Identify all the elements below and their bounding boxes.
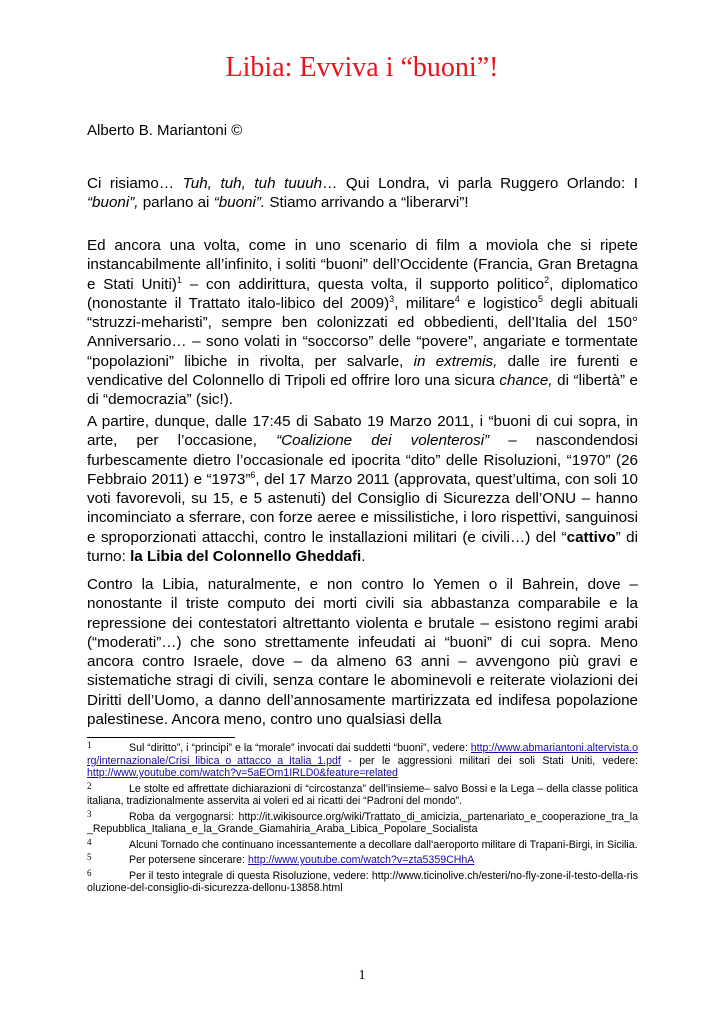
page-number: 1 [358, 968, 366, 983]
footnote-3-url: http://it.wikisource.org/wiki/Trattato_di_amicizia,_partenariato_e_cooperazione_tra_la_Repubblica_Italiana_e_la_Grande_Giamahiria_Araba_Libica_Popolare_Socialista [87, 810, 638, 835]
footnote-ref-3[interactable]: 3 [389, 293, 395, 304]
footnote-5: 5 Per potersene sincerare: http://www.youtube.com/watch?v=zta5359CHhA [87, 852, 475, 866]
footnote-ref-4[interactable]: 4 [454, 293, 460, 304]
footnote-ref-2[interactable]: 2 [544, 274, 550, 285]
footnote-2: 2 Le stolte ed affrettate dichiarazioni di “circostanza” dell’insieme– salvo Bossi e la Lega – della classe politica italiana, tradizionalmente asservita ai voleri ed ai ricatti dei “Padroni del mondo”. [87, 780, 638, 807]
footnote-ref-1[interactable]: 1 [176, 274, 182, 285]
footnote-ref-5[interactable]: 5 [537, 293, 543, 304]
footnote-1-link-pdf[interactable]: http://www.abmariantoni.altervista.org/internazionale/Crisi_libica_o_attacco_a_Italia_1.pdf [87, 742, 638, 767]
footnote-6: 6 Per il testo integrale di questa Risoluzione, vedere: http://www.ticinolive.ch/esteri/no-fly-zone-il-testo-della-risoluzione-del-consiglio-di-sicurezza-dellonu-13858.html [87, 867, 638, 894]
footnote-1: 1 Sul “diritto”, i “principi” e la “morale” invocati dai suddetti “buoni”, vedere: http://www.abmariantoni.altervista.org/internazionale/Crisi_libica_o_attacco_a_Italia_1.pdf - per le aggressioni militari dei soli Stati Uniti, vedere: http://www.youtube.com/watch?v=5aEOm1IRLD0&feature=related [87, 740, 638, 779]
paragraph-1: Ci risiamo… Tuh, tuh, tuh tuuuh… Qui Londra, vi parla Ruggero Orlando: I “buoni”, parlano ai “buoni”. Stiamo arrivando a “liberarvi”! [87, 175, 638, 212]
footnote-4: 4 Alcuni Tornado che continuano incessantemente a decollare dall’aeroporto militare di Trapani-Birgi, in Sicilia. [87, 836, 638, 851]
footnote-3: 3 Roba da vergognarsi: http://it.wikisource.org/wiki/Trattato_di_amicizia,_partenariato_e_cooperazione_tra_la_Repubblica_Italiana_e_la_Grande_Giamahiria_Araba_Libica_Popolare_Socialista [87, 808, 638, 835]
paragraph-2: Ed ancora una volta, come in uno scenario di film a moviola che si ripete instancabilmente all’infinito, i soliti “buoni” dell’Occidente (Francia, Gran Bretagna e Stati Uniti)$^1$ – con addirittura, questa volta, il supporto politico$^2$, diplomatico (nonostante il Trattato italo-libico del 2009)$^3$, militare$^4$ e logistico$^5$ degli abituali “struzzi-meharisti”, sempre ben colonizzati ed obbedienti, dell’Italia del 150° Anniversario… – sono volati in “soccorso” delle “povere”, angariate e tormentate “popolazioni” libiche in rivolta, per salvarle, in extremis, dalle ire furenti e vendicative del Colonnello di Tripoli ed offrire loro una sicura chance, di “libertà” e di “democrazia” (sic!). [87, 237, 638, 409]
footnote-divider [87, 737, 235, 738]
paragraph-4: Contro la Libia, naturalmente, e non contro lo Yemen o il Bahrein, dove – nonostante il triste computo dei morti civili sia abbastanza comparabile e la repressione dei contestatori altrettanto violenta e brutale – esistono regimi arabi (“moderati”…) che sono strettamente infeudati ai “buoni” di cui sopra. Meno ancora contro Israele, dove – da almeno 63 anni – avvengono più gravi e sistematiche stragi di civili, senza contare le abominevoli e reiterate violazioni dei Diritti dell’Uomo, a danno dell’annosamente martirizzata ed indifesa popolazione palestinese. Ancora meno, contro uno qualsiasi della [87, 576, 638, 729]
footnote-5-link[interactable]: http://www.youtube.com/watch?v=zta5359CHhA [247, 854, 475, 866]
paragraph-3: A partire, dunque, dalle 17:45 di Sabato 19 Marzo 2011, i “buoni di cui sopra, in arte, per l’occasione, “Coalizione dei volenterosi” – nascondendosi furbescamente dietro l’occasionale ed ipocrita “dito” delle Risoluzioni, “1970” (26 Febbraio 2011) e “1973”$^6$, del 17 Marzo 2011 (approvata, quest’ultima, con soli 10 voti favorevoli, su 15, e 5 astenuti) del Consiglio di Sicurezza dell’ONU – hanno incominciato a sferrare, con forze aeree e missilistiche, i loro rispettivi, sanguinosi e sproporzionati attacchi, contro le installazioni militari (e civili…) del “cattivo” di turno: la Libia del Colonnello Gheddafi. [87, 413, 639, 566]
footnote-1-link-youtube[interactable]: http://www.youtube.com/watch?v=5aEOm1IRLD0&feature=related [87, 767, 398, 779]
page-title: Libia: Evviva i “buoni”! [225, 52, 499, 83]
footnote-ref-6[interactable]: 6 [250, 469, 256, 480]
author-line: Alberto B. Mariantoni © [87, 122, 243, 139]
footnotes [87, 742, 638, 898]
